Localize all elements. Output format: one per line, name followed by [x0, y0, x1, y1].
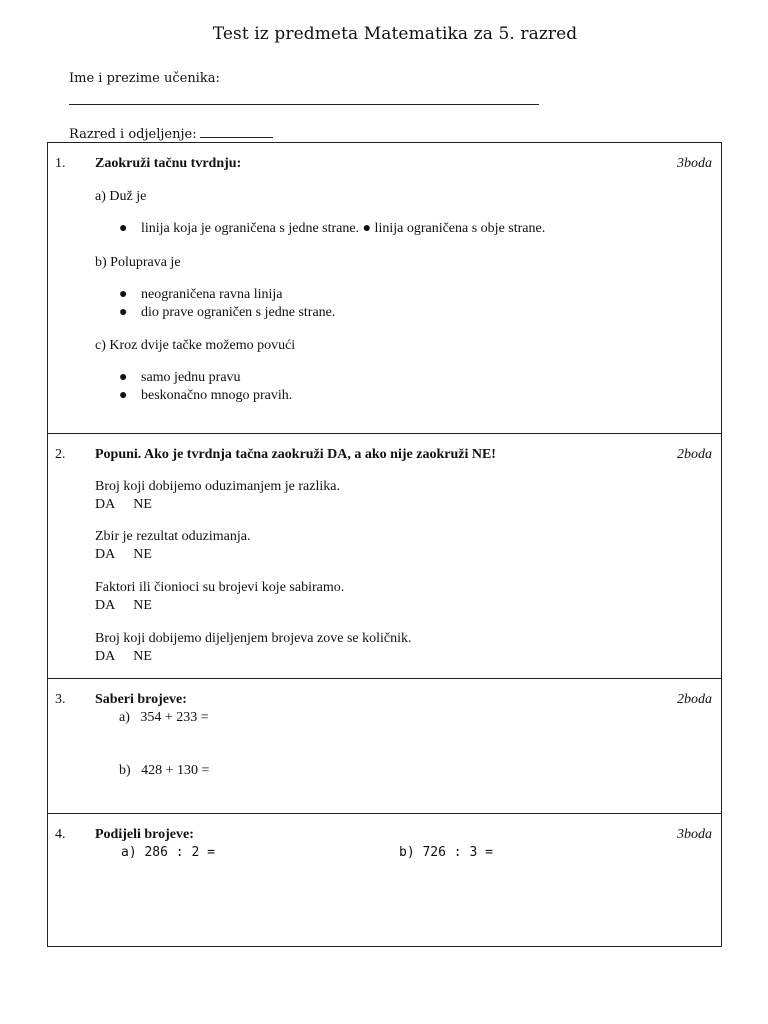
answer-choices — [95, 649, 170, 665]
bullet-icon: ● — [119, 305, 128, 320]
test-sheet — [47, 142, 722, 947]
task-points: 2boda — [677, 692, 712, 707]
addition-a: a) 354 + 233 = — [119, 710, 209, 725]
no-choice[interactable]: NE — [133, 547, 152, 562]
task-number: 3. — [55, 692, 66, 707]
task-number: 4. — [55, 827, 66, 842]
no-choice[interactable]: NE — [133, 497, 152, 512]
option-text[interactable]: beskonačno mnogo pravih. — [141, 388, 293, 403]
division-a: a) 286 : 2 = — [121, 845, 215, 860]
task-2 — [48, 433, 721, 678]
option-text[interactable]: ● linija ograničena s obje strane. — [362, 221, 546, 236]
option-text[interactable]: samo jednu pravu — [141, 370, 241, 385]
yes-choice[interactable]: DA — [95, 649, 116, 664]
task-points: 3boda — [677, 827, 712, 842]
task-question: Podijeli brojeve: — [95, 827, 194, 842]
bullet-icon: ● — [119, 221, 128, 236]
answer-choices — [95, 598, 170, 614]
task-number: 2. — [55, 447, 66, 462]
answer-choices — [95, 497, 170, 513]
task-1 — [48, 143, 721, 433]
bullet-icon: ● — [119, 287, 128, 302]
option-item — [119, 305, 335, 321]
statement: Zbir je rezultat oduzimanja. — [95, 529, 251, 544]
student-name-label: Ime i prezime učenika: — [69, 71, 220, 86]
part-b-label: b) Poluprava je — [95, 255, 181, 270]
yes-choice[interactable]: DA — [95, 497, 116, 512]
option-text[interactable]: dio prave ograničen s jedne strane. — [141, 305, 336, 320]
statement: Broj koji dobijemo oduzimanjem je razlika. — [95, 479, 340, 494]
yes-choice[interactable]: DA — [95, 547, 116, 562]
statement: Broj koji dobijemo dijeljenjem brojeva zove se količnik. — [95, 631, 412, 646]
answer-choices — [95, 547, 170, 563]
task-4 — [48, 813, 721, 946]
yes-choice[interactable]: DA — [95, 598, 116, 613]
part-a-options — [119, 221, 545, 237]
class-label-row — [69, 125, 273, 142]
task-question: Saberi brojeve: — [95, 692, 187, 707]
division-b: b) 726 : 3 = — [399, 845, 493, 860]
task-points: 3boda — [677, 156, 712, 171]
option-text[interactable]: linija koja je ograničena s jedne strane. — [141, 221, 360, 236]
option-item — [119, 370, 241, 386]
option-text[interactable]: neograničena ravna linija — [141, 287, 283, 302]
bullet-icon: ● — [119, 388, 128, 403]
bullet-icon: ● — [119, 370, 128, 385]
task-3 — [48, 678, 721, 813]
addition-b: b) 428 + 130 = — [119, 763, 210, 778]
no-choice[interactable]: NE — [133, 598, 152, 613]
option-item — [119, 388, 292, 404]
no-choice[interactable]: NE — [133, 649, 152, 664]
page-title: Test iz predmeta Matematika za 5. razred — [212, 24, 578, 44]
student-name-line[interactable] — [69, 104, 539, 105]
option-item — [119, 287, 282, 303]
task-question: Popuni. Ako je tvrdnja tačna zaokruži DA, a ako nije zaokruži NE! — [95, 447, 496, 462]
part-c-label: c) Kroz dvije tačke možemo povući — [95, 338, 296, 353]
task-question: Zaokruži tačnu tvrdnju: — [95, 156, 242, 171]
task-number: 1. — [55, 156, 66, 171]
task-points: 2boda — [677, 447, 712, 462]
class-label: Razred i odjeljenje: — [69, 127, 197, 142]
statement: Faktori ili čionioci su brojevi koje sabiramo. — [95, 580, 345, 595]
part-a-label: a) Duž je — [95, 189, 147, 204]
class-line[interactable] — [200, 125, 273, 138]
